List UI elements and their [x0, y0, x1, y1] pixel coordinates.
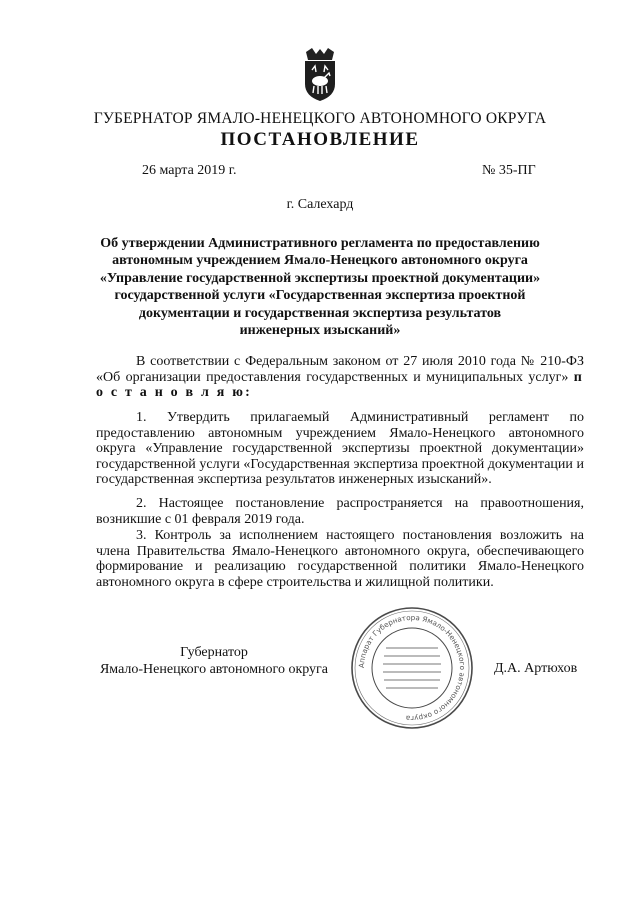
document-date: 26 марта 2019 г.	[142, 163, 237, 178]
signatory-title	[96, 644, 332, 678]
decree-item-1: 1. Утвердить прилагаемый Административный регламент по предоставлению автономным учреждением Ямало-Ненецкого автономного округа «Управление государственной экспертизы проектной документации» государственной услуги «Государственная экспертиза проектной документации и государственная экспертиза результатов инженерных изысканий».	[96, 410, 584, 487]
document-subject: Об утверждении Административного регламента по предоставлению автономным учреждением Ямало-Ненецкого автономного округа «Управление государственной экспертизы проектной документации» государственной услуги «Государственная экспертиза проектной документации и государственная экспертиза результатов инженерных изысканий»	[99, 236, 541, 339]
document-type-title: ПОСТАНОВЛЕНИЕ	[220, 129, 420, 150]
seal-ring-text: Аппарат Губернатора Ямало-Ненецкого автономного округа	[356, 612, 468, 724]
signatory-name: Д.А. Артюхов	[494, 661, 578, 676]
document-city: г. Салехард	[286, 197, 354, 212]
decree-item-3: 3. Контроль за исполнением настоящего постановления возложить на члена Правительства Ямало-Ненецкого автономного округа, обеспечивающего формирование и реализацию государственной политики Ямало-Ненецкого автономного округа в сфере строительства и жилищной политики.	[96, 528, 584, 590]
decree-word: п о с т а н о в л я ю:	[96, 369, 584, 400]
official-seal-stamp	[348, 604, 476, 732]
decree-item-2: 2. Настоящее постановление распространяется на правоотношения, возникшие с 01 февраля 2019 года.	[96, 496, 584, 527]
coat-of-arms-emblem	[302, 48, 338, 102]
document-number: № 35-ПГ	[482, 163, 536, 178]
signatory-title-line-1: Губернатор	[180, 645, 248, 660]
preamble-text: В соответствии с Федеральным законом от 27 июля 2010 года № 210-ФЗ «Об организации предоставления государственных и муниципальных услуг»	[96, 354, 584, 385]
preamble-paragraph	[96, 354, 584, 401]
signatory-title-line-2: Ямало-Ненецкого автономного округа	[99, 662, 329, 677]
issuing-authority: ГУБЕРНАТОР ЯМАЛО-НЕНЕЦКОГО АВТОНОМНОГО ОКРУГА	[93, 110, 547, 127]
